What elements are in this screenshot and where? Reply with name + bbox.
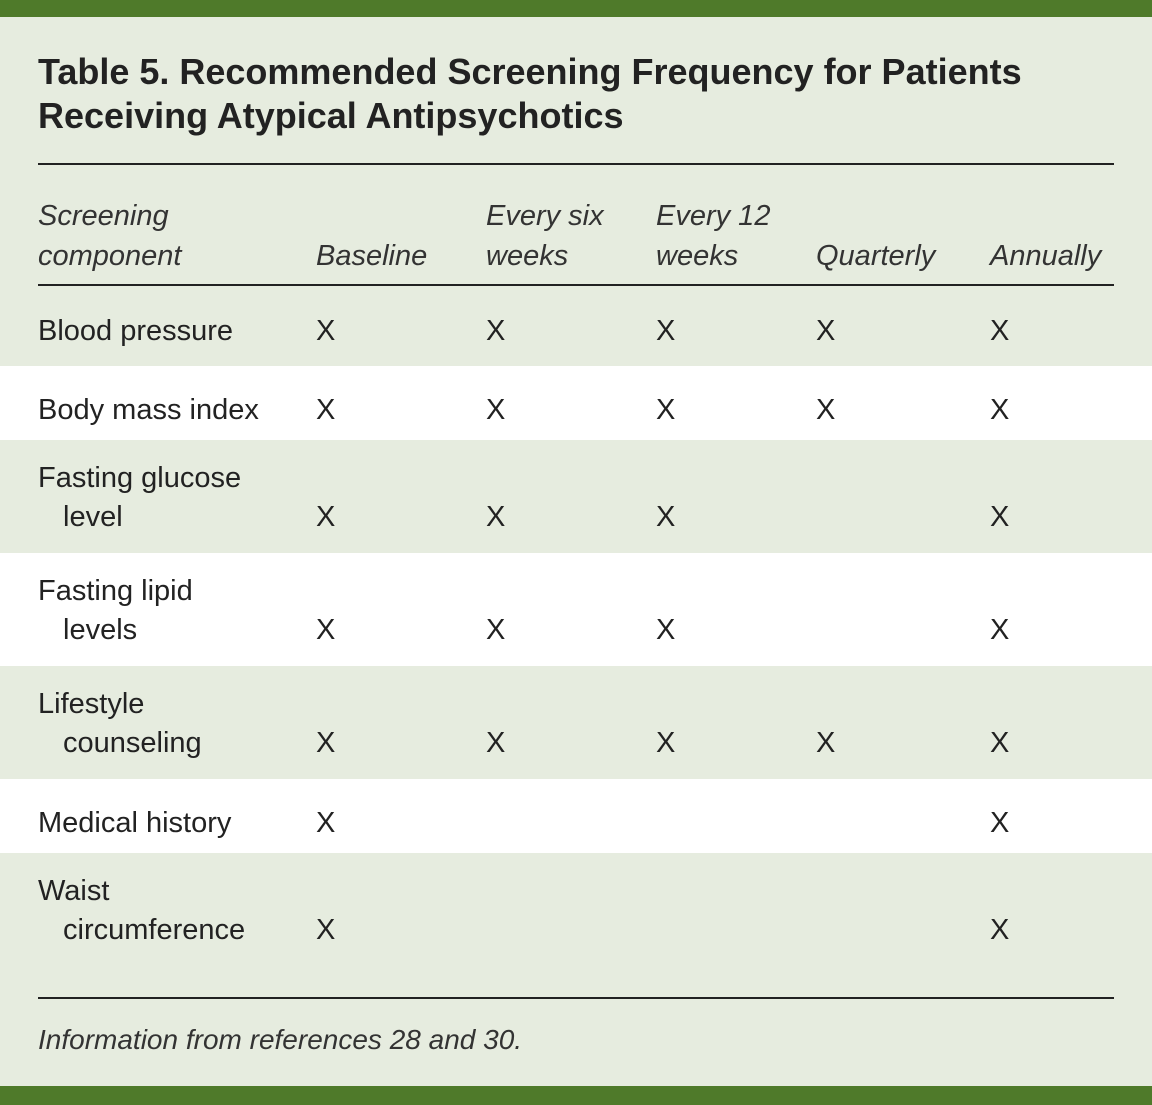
row-label: [38, 572, 193, 650]
table-title: [38, 50, 1118, 138]
table-title-line-1: Table 5. Recommended Screening Frequency for Patients: [38, 51, 1022, 92]
mark-baseline: X: [316, 394, 336, 426]
table-row: [0, 779, 1152, 853]
header-screening-component: Screening component: [38, 200, 182, 272]
bottom-rule: [38, 997, 1114, 999]
row-label-line-1: Blood pressure: [38, 315, 234, 347]
row-label-line-2: circumference: [63, 914, 246, 946]
row-label-line-1: Body mass index: [38, 394, 259, 426]
header-quarterly: Quarterly: [816, 240, 936, 272]
mark-baseline: X: [316, 501, 336, 533]
row-label: [38, 804, 231, 843]
mark-annually: X: [990, 914, 1010, 946]
header-rule: [38, 284, 1114, 286]
row-label: [38, 872, 245, 950]
table-row: [0, 853, 1152, 996]
row-label-line-1: Fasting lipid: [38, 575, 193, 607]
mark-every-12-weeks: X: [656, 315, 676, 347]
mark-quarterly: X: [816, 727, 836, 759]
row-label-line-1: Lifestyle: [38, 688, 145, 720]
mark-every-six-weeks: X: [486, 315, 506, 347]
mark-every-12-weeks: X: [656, 614, 676, 646]
mark-baseline: X: [316, 914, 336, 946]
row-label: [38, 685, 202, 763]
mark-every-12-weeks: X: [656, 727, 676, 759]
row-label-line-1: Fasting glucose: [38, 462, 242, 494]
header-annually: Annually: [990, 240, 1102, 272]
mark-baseline: X: [316, 315, 336, 347]
header-baseline: Baseline: [316, 240, 428, 272]
top-color-band: [0, 0, 1152, 17]
row-label: [38, 391, 259, 430]
table-header: [0, 166, 1152, 284]
mark-quarterly: X: [816, 394, 836, 426]
row-label: [38, 459, 241, 537]
mark-every-12-weeks: X: [656, 501, 676, 533]
mark-annually: X: [990, 807, 1010, 839]
mark-annually: X: [990, 501, 1010, 533]
row-label-line-2: counseling: [63, 727, 202, 759]
mark-annually: X: [990, 727, 1010, 759]
table-footnote: Information from references 28 and 30.: [38, 1024, 523, 1055]
header-every-six-weeks: Every six weeks: [486, 200, 604, 272]
mark-every-12-weeks: X: [656, 394, 676, 426]
table-title-line-2: Receiving Atypical Antipsychotics: [38, 95, 624, 136]
top-rule: [38, 163, 1114, 165]
mark-every-six-weeks: X: [486, 614, 506, 646]
row-label-line-1: Waist: [38, 875, 110, 907]
mark-baseline: X: [316, 614, 336, 646]
row-label-line-2: level: [63, 501, 123, 533]
table-row: [0, 287, 1152, 366]
mark-annually: X: [990, 614, 1010, 646]
mark-baseline: X: [316, 727, 336, 759]
mark-every-six-weeks: X: [486, 727, 506, 759]
table-row: [0, 553, 1152, 666]
mark-annually: X: [990, 394, 1010, 426]
bottom-color-band: [0, 1086, 1152, 1105]
header-every-12-weeks: Every 12 weeks: [656, 200, 771, 272]
table-row: [0, 366, 1152, 440]
mark-annually: X: [990, 315, 1010, 347]
row-label-line-2: levels: [63, 614, 138, 646]
row-label: [38, 312, 233, 351]
mark-every-six-weeks: X: [486, 394, 506, 426]
mark-quarterly: X: [816, 315, 836, 347]
table-row: [0, 440, 1152, 553]
mark-every-six-weeks: X: [486, 501, 506, 533]
table-row: [0, 666, 1152, 779]
row-label-line-1: Medical history: [38, 807, 232, 839]
mark-baseline: X: [316, 807, 336, 839]
